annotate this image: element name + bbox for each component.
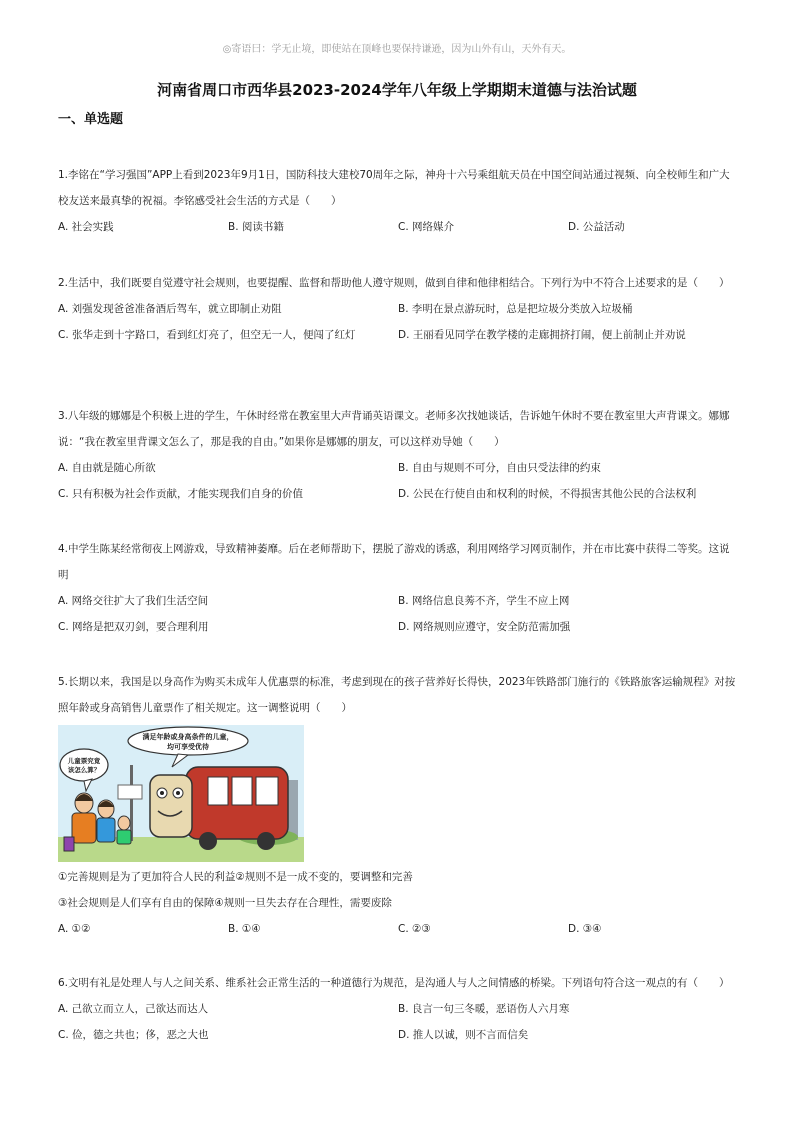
options-row [58,614,738,640]
bubble-main-line-2: 均可享受优待 [167,743,209,751]
option-d[interactable]: D. 网络规则应遵守，安全防范需加强 [398,621,571,633]
bubble-main-line-1: 满足年龄或身高条件的儿童， [142,733,234,741]
options-row [58,916,738,942]
option-a[interactable]: A. 刘强发现爸爸准备酒后驾车，就立即制止劝阻 [58,303,282,315]
options-row [58,481,738,507]
option-c[interactable]: C. 网络是把双刃剑，要合理利用 [58,621,209,633]
options-row [58,1022,738,1048]
option-b[interactable]: B. 网络信息良莠不齐，学生不应上网 [398,595,570,607]
header-motto: ◎寄语曰：学无止境，即使站在顶峰也要保持谦逊，因为山外有山，天外有天。 [222,44,572,55]
question-4 [58,536,738,640]
statement-line-2: ③社会规则是人们享有自由的保障④规则一旦失去存在合理性，需要废除 [58,897,392,909]
question-stem: 1.李铭在“学习强国”APP上看到2023年9月1日，国防科技大建校70周年之际，神舟十六号乘组航天员在中国空间站通过视频、向全校师生和广大校友送来最真挚的祝福。李铭感受社会生活的方式是（ ） [58,169,730,207]
question-3 [58,403,738,507]
question-stem: 6.文明有礼是处理人与人之间关系、维系社会正常生活的一种道德行为规范，是沟通人与人之间情感的桥梁。下列语句符合这一观点的有（ ） [58,977,730,989]
option-d[interactable]: D. 公民在行使自由和权利的时候，不得损害其他公民的合法权利 [398,488,697,500]
option-b[interactable]: B. 阅读书籍 [228,221,284,233]
option-c[interactable]: C. 张华走到十字路口，看到红灯亮了，但空无一人，便闯了红灯 [58,329,356,341]
option-c[interactable]: C. 俭，德之共也；侈，恶之大也 [58,1029,209,1041]
option-d[interactable]: D. 王丽看见同学在教学楼的走廊拥挤打闹，便上前制止并劝说 [398,329,686,341]
option-c[interactable]: C. 网络媒介 [398,221,455,233]
option-d[interactable]: D. ③④ [568,923,602,935]
option-a[interactable]: A. ①② [58,923,91,935]
question-stem: 5.长期以来，我国是以身高作为购买未成年人优惠票的标准，考虑到现在的孩子营养好长得快，2023年铁路部门施行的《铁路旅客运输规程》对按照年龄或身高销售儿童票作了相关规定。这一调整说明（ ） [58,676,736,714]
options-row [58,588,738,614]
question-5 [58,669,738,942]
option-c[interactable]: C. ②③ [398,923,431,935]
option-a[interactable]: A. 己欲立而立人，己欲达而达人 [58,1003,209,1015]
option-a[interactable]: A. 社会实践 [58,221,114,233]
options-row [58,455,738,481]
section-heading: 一、单选题 [58,112,124,127]
option-b[interactable]: B. 良言一句三冬暖，恶语伤人六月寒 [398,1003,570,1015]
question-1 [58,162,738,240]
option-d[interactable]: D. 推人以诚，则不言而信矣 [398,1029,529,1041]
option-b[interactable]: B. 李明在景点游玩时，总是把垃圾分类放入垃圾桶 [398,303,633,315]
options-row [58,996,738,1022]
question-2 [58,270,738,348]
question-6 [58,970,738,1048]
question-stem: 2.生活中，我们既要自觉遵守社会规则，也要提醒、监督和帮助他人遵守规则，做到自律和他律相结合。下列行为中不符合上述要求的是（ ） [58,277,730,289]
page-title: 河南省周口市西华县2023-2024学年八年级上学期期末道德与法治试题 [157,81,637,99]
bubble-left-line-2: 该怎么算？ [67,766,101,774]
question-stem: 4.中学生陈某经常彻夜上网游戏，导致精神萎靡。后在老师帮助下，摆脱了游戏的诱惑，利用网络学习网页制作，并在市比赛中获得二等奖。这说明 [58,543,730,581]
bus-cartoon-illustration [58,725,304,862]
option-b[interactable]: B. 自由与规则不可分，自由只受法律的约束 [398,462,601,474]
question-stem: 3.八年级的娜娜是个积极上进的学生，午休时经常在教室里大声背诵英语课文。老师多次找她谈话，告诉她午休时不要在教室里大声背课文。娜娜说：“我在教室里背课文怎么了，那是我的自由。”如果你是娜娜的朋友，可以这样劝导她（ ） [58,410,730,448]
options-row [58,322,738,348]
option-a[interactable]: A. 自由就是随心所欲 [58,462,156,474]
option-d[interactable]: D. 公益活动 [568,221,625,233]
options-row [58,214,738,240]
option-b[interactable]: B. ①④ [228,923,261,935]
option-c[interactable]: C. 只有积极为社会作贡献，才能实现我们自身的价值 [58,488,304,500]
bubble-left-line-1: 儿童票究竟 [67,757,101,765]
statement-line-1: ①完善规则是为了更加符合人民的利益②规则不是一成不变的，要调整和完善 [58,871,413,883]
options-row [58,296,738,322]
option-a[interactable]: A. 网络交往扩大了我们生活空间 [58,595,209,607]
